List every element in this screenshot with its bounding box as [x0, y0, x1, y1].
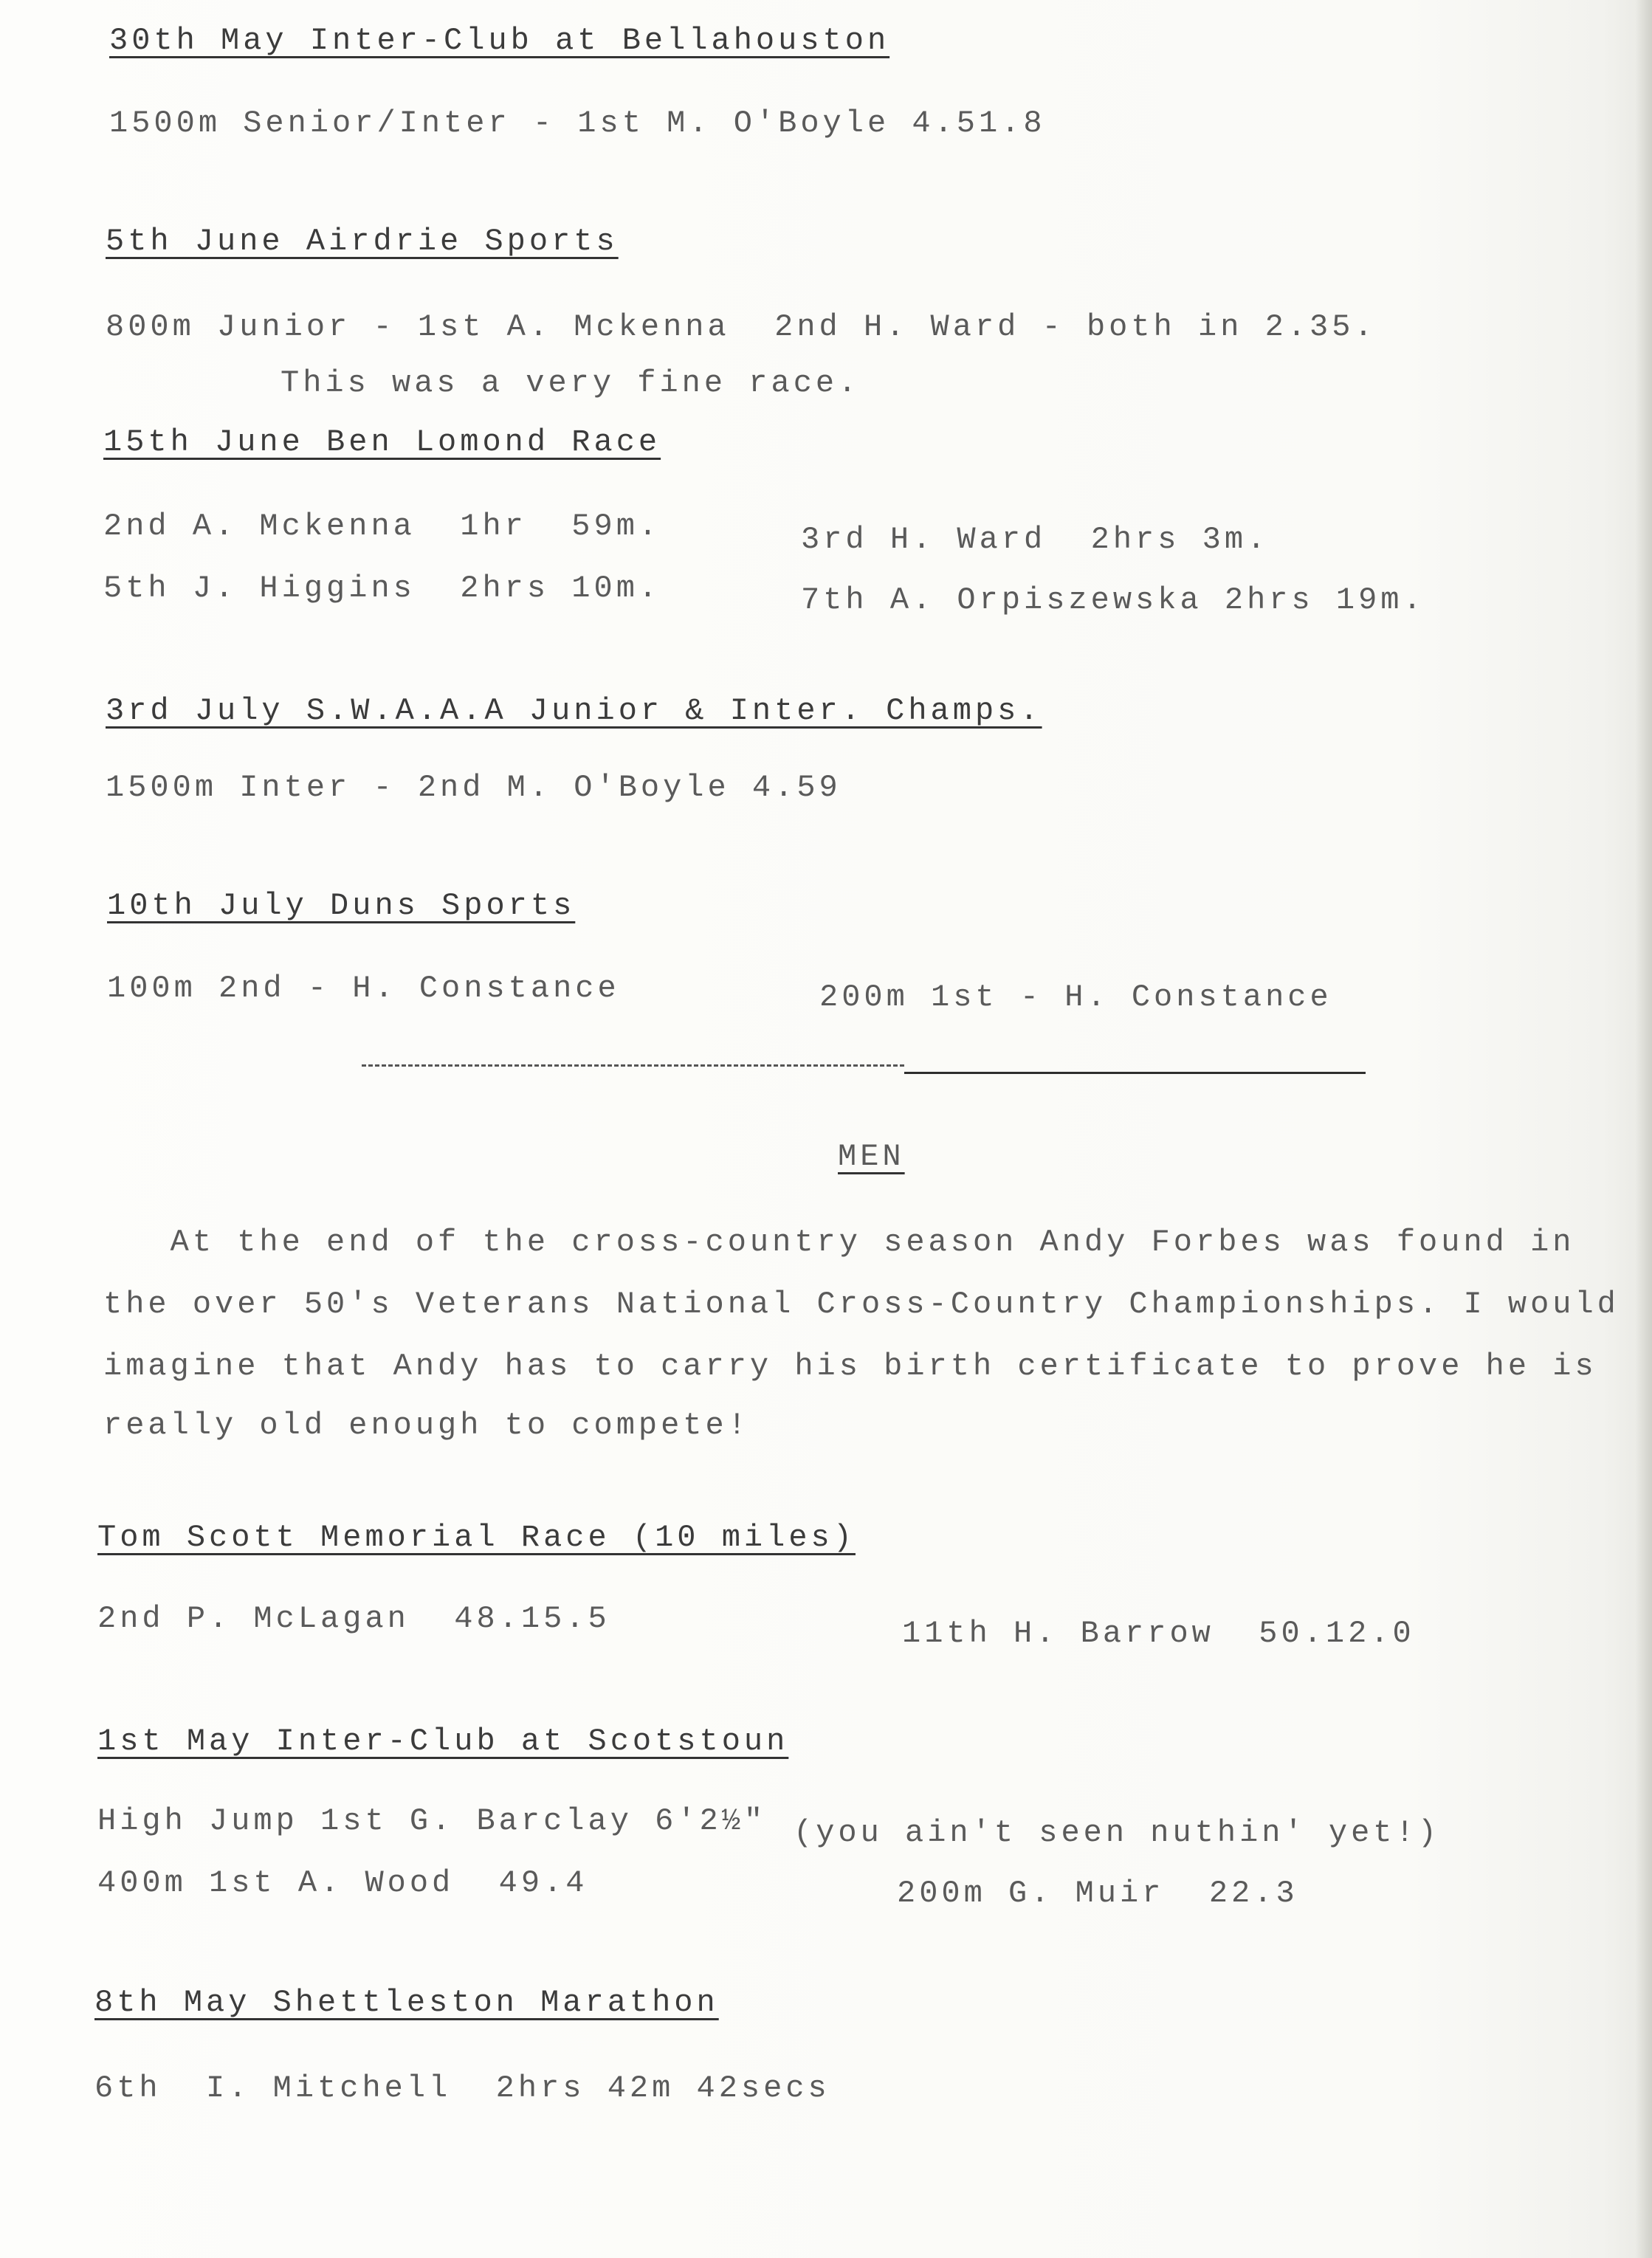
result-left: 400m 1st A. Wood 49.4	[97, 1865, 588, 1901]
event-heading: Tom Scott Memorial Race (10 miles)	[97, 1520, 856, 1555]
result-right: 200m G. Muir 22.3	[897, 1876, 1298, 1911]
event-heading: 8th May Shettleston Marathon	[94, 1985, 719, 2020]
result-left: 100m 2nd - H. Constance	[107, 971, 620, 1006]
event-heading: 5th June Airdrie Sports	[106, 224, 619, 259]
result-right: 7th A. Orpiszewska 2hrs 19m.	[801, 582, 1425, 618]
separator-rule	[904, 1072, 1366, 1074]
event-heading: 3rd July S.W.A.A.A Junior & Inter. Champs.	[106, 693, 1042, 729]
section-title: MEN	[838, 1139, 905, 1174]
result-line: 6th I. Mitchell 2hrs 42m 42secs	[94, 2071, 830, 2106]
paragraph-line: At the end of the cross-country season Andy Forbes was found in	[103, 1225, 1575, 1260]
result-left: 2nd P. McLagan 48.15.5	[97, 1601, 610, 1636]
paragraph-line: really old enough to compete!	[103, 1408, 750, 1443]
result-left: 2nd A. Mckenna 1hr 59m.	[103, 509, 661, 544]
event-heading: 15th June Ben Lomond Race	[103, 424, 661, 460]
result-note: (you ain't seen nuthin' yet!)	[794, 1815, 1440, 1851]
result-right: 3rd H. Ward 2hrs 3m.	[801, 522, 1270, 557]
result-line: 1500m Senior/Inter - 1st M. O'Boyle 4.51.8	[109, 106, 1046, 141]
result-line: 1500m Inter - 2nd M. O'Boyle 4.59	[106, 770, 842, 805]
separator-rule	[362, 1064, 904, 1067]
result-note: This was a very fine race.	[281, 365, 861, 401]
paragraph-line: the over 50's Veterans National Cross-Country Championships. I would	[103, 1287, 1620, 1322]
result-line: 800m Junior - 1st A. Mckenna 2nd H. Ward - both in 2.35.	[106, 309, 1377, 345]
result-right: 200m 1st - H. Constance	[819, 980, 1332, 1015]
result-line: High Jump 1st G. Barclay 6'2½"	[97, 1803, 767, 1839]
event-heading: 1st May Inter-Club at Scotstoun	[97, 1724, 789, 1759]
event-heading: 30th May Inter-Club at Bellahouston	[109, 23, 890, 58]
event-heading: 10th July Duns Sports	[107, 888, 576, 923]
page-edge-shadow	[1636, 0, 1652, 2258]
result-left: 5th J. Higgins 2hrs 10m.	[103, 571, 661, 606]
result-right: 11th H. Barrow 50.12.0	[902, 1616, 1415, 1651]
paragraph-line: imagine that Andy has to carry his birth certificate to prove he is	[103, 1349, 1597, 1384]
